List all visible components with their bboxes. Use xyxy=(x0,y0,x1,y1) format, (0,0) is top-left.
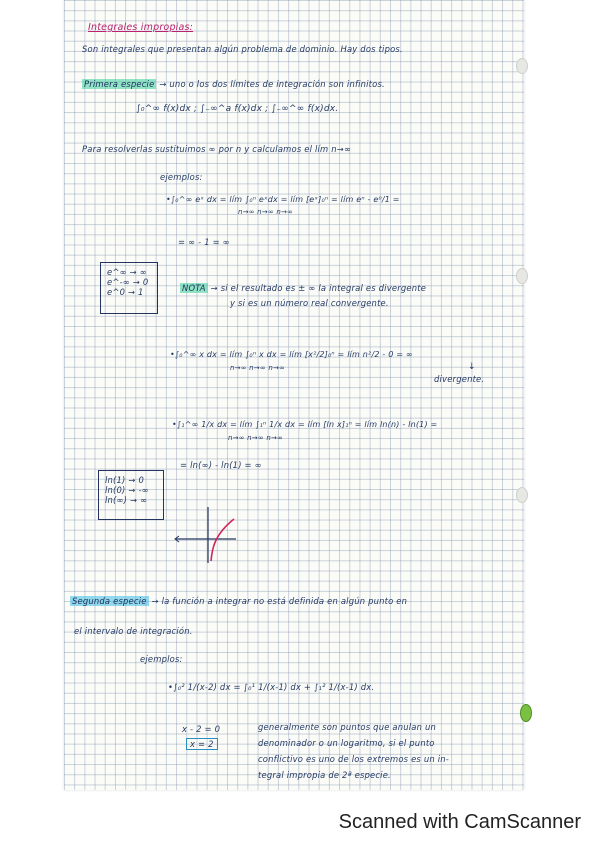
first-type-line xyxy=(82,79,385,89)
ln-limit-item: ln(∞) → ∞ xyxy=(105,495,148,505)
exp-limit-item: e^-∞ → 0 xyxy=(107,277,149,287)
example-3-limits: n→∞ n→∞ n→∞ xyxy=(228,434,284,442)
notebook-page xyxy=(64,0,524,790)
camscanner-watermark: Scanned with CamScanner xyxy=(338,811,581,833)
exp-limit-item: e^0 → 1 xyxy=(107,287,144,297)
exponential-limits-box xyxy=(100,262,158,314)
second-type-text-1: la función a integrar no está definida en algún punto en xyxy=(161,596,408,606)
general-note-2: denominador o un logaritmo, si el punto xyxy=(258,738,435,748)
second-type-label: Segunda especie xyxy=(72,596,147,606)
example-1-limits: n→∞ n→∞ n→∞ xyxy=(238,208,294,216)
second-type-line-2: el intervalo de integración. xyxy=(74,626,193,636)
first-type-text: uno o los dos límites de integración son infinitos. xyxy=(169,79,385,89)
arrow-icon: → xyxy=(210,283,218,293)
logarithm-limits-box xyxy=(98,470,164,520)
arrow-icon: → xyxy=(151,596,159,606)
ln-limit-item: ln(1) → 0 xyxy=(105,475,144,485)
nota-line-2: y si es un número real convergente. xyxy=(230,298,389,308)
first-type-examples: ∫₀^∞ f(x)dx ; ∫₋∞^a f(x)dx ; ∫₋∞^∞ f(x)dx. xyxy=(136,104,339,114)
graph-curve xyxy=(211,519,234,561)
example-1-line-1: •∫₀^∞ eˣ dx = lím ∫₀ⁿ eˣdx = lím [eˣ]₀ⁿ = lím eⁿ - e⁰/1 = xyxy=(166,195,400,204)
ln-limit-item: ln(0) → -∞ xyxy=(105,485,149,495)
example-2-limits: n→∞ n→∞ n→∞ xyxy=(230,364,286,372)
example-3-line-1: •∫₁^∞ 1/x dx = lím ∫₁ⁿ 1/x dx = lím [ln x]₁ⁿ = lím ln(n) - ln(1) = xyxy=(172,420,438,429)
down-arrow-icon: ↓ xyxy=(468,362,476,372)
intro-text: Son integrales que presentan algún problema de dominio. Hay dos tipos. xyxy=(82,44,403,54)
exp-limit-item: e^∞ → ∞ xyxy=(107,267,147,277)
general-note-1: generalmente son puntos que anulan un xyxy=(258,722,437,732)
example-2-line: •∫₀^∞ x dx = lím ∫₀ⁿ x dx = lím [x²/2]₀ⁿ = lím n²/2 - 0 = ∞ xyxy=(170,350,413,359)
nota-line-1 xyxy=(180,283,426,293)
general-note-4: tegral impropia de 2ª especie. xyxy=(258,770,391,780)
general-note-3: conflictivo es uno de los extremos es un in- xyxy=(258,754,449,764)
binder-hole xyxy=(516,58,528,74)
binder-hole xyxy=(516,268,528,284)
second-type-line-1 xyxy=(70,596,407,606)
example-1-line-2: = ∞ - 1 = ∞ xyxy=(178,237,230,247)
page-title: Integrales impropias: xyxy=(88,22,194,33)
examples-heading: ejemplos: xyxy=(160,172,203,182)
nota-label: NOTA xyxy=(182,283,206,293)
green-clip xyxy=(520,704,532,722)
binder-hole xyxy=(516,487,528,503)
nota-text-1: si el resultado es ± ∞ la integral es divergente xyxy=(220,283,427,293)
example-3-line-2: = ln(∞) - ln(1) = ∞ xyxy=(180,460,262,470)
example-2-result: divergente. xyxy=(434,374,485,384)
solve-step-1: x - 2 = 0 xyxy=(182,724,221,734)
method-text: Para resolverlas sustituimos ∞ por n y calculamos el lím n→∞ xyxy=(82,144,352,154)
logarithm-graph xyxy=(170,505,240,567)
arrow-icon: → xyxy=(159,79,167,89)
examples-heading-2: ejemplos: xyxy=(140,654,183,664)
example-4-line: •∫₀² 1/(x-2) dx = ∫₀¹ 1/(x-1) dx + ∫₁² 1/(x-1) dx. xyxy=(168,682,375,692)
solve-step-2: x = 2 xyxy=(186,738,218,750)
first-type-label: Primera especie xyxy=(84,79,155,89)
